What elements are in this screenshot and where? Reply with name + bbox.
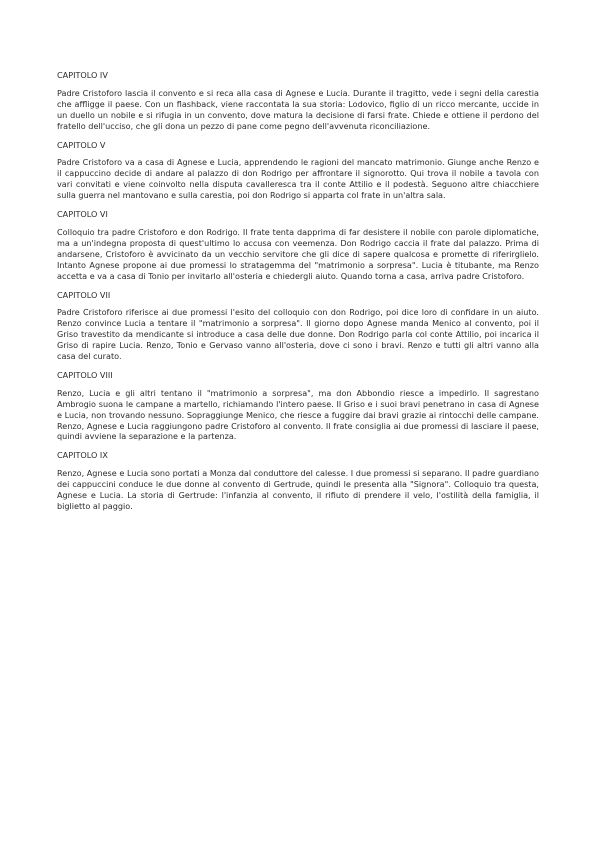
chapter-title: CAPITOLO IX bbox=[57, 450, 108, 461]
chapter-summary: Renzo, Agnese e Lucia sono portati a Monza dal conduttore del calesse. I due promessi si separano. Il padre guardiano dei cappuccini conduce le due donne al convento di Gertrude, quindi le presenta alla "Signora". Colloquio tra questa, Agnese e Lucia. La storia di Gertrude: l'infanzia al convento, il rifiuto di prendere il velo, l'ostilità della famiglia, il biglietto al paggio. bbox=[57, 468, 539, 511]
document-body bbox=[57, 70, 539, 520]
chapter-section bbox=[57, 370, 539, 442]
chapter-summary: Renzo, Lucia e gli altri tentano il "matrimonio a sorpresa", ma don Abbondio riesce a impedirlo. Il sagrestano Ambrogio suona le campane a martello, richiamando l'intero paese. Il Griso e i suoi bravi penetrano in casa di Agnese e Lucia, non trovando nessuno. Sopraggiunge Menico, che riesce a fuggire dai bravi grazie ai rintocchi delle campane. Renzo, Agnese e Lucia raggiungono padre Cristoforo al convento. Il frate consiglia ai due promessi di lasciare il paese, quindi avviene la separazione e la partenza. bbox=[57, 387, 539, 442]
chapter-title: CAPITOLO VII bbox=[57, 289, 111, 300]
chapter-section bbox=[57, 209, 539, 281]
chapter-section bbox=[57, 450, 539, 512]
chapter-title: CAPITOLO VIII bbox=[57, 369, 113, 380]
chapter-summary: Colloquio tra padre Cristoforo e don Rodrigo. Il frate tenta dapprima di far desistere il nobile con parole diplomatiche, ma a un'indegna proposta di quest'ultimo lo accusa con veemenza. Don Rodrigo caccia il frate dal palazzo. Prima di andarsene, Cristoforo è avvicinato da un vecchio servitore che gli dice di sapere qualcosa e promette di riferirglielo. Intanto Agnese propone ai due promessi lo stratagemma del "matrimonio a sorpresa". Lucia è titubante, ma Renzo accetta e va a casa di Tonio per invitarlo all'osteria e chiedergli aiuto. Quando torna a casa, arriva padre Cristoforo. bbox=[57, 226, 539, 281]
chapter-summary: Padre Cristoforo riferisce ai due promessi l'esito del colloquio con don Rodrigo, poi dice loro di confidare in un aiuto. Renzo convince Lucia a tentare il "matrimonio a sorpresa". Il giorno dopo Agnese manda Menico al convento, poi il Griso travestito da mendicante si introduce a casa delle due donne. Don Rodrigo parla col conte Attilio, poi incarica il Griso di rapire Lucia. Renzo, Tonio e Gervaso vanno all'osteria, dove ci sono i bravi. Renzo e tutti gli altri vanno alla casa del curato. bbox=[57, 307, 539, 362]
chapter-summary: Padre Cristoforo va a casa di Agnese e Lucia, apprendendo le ragioni del mancato matrimonio. Giunge anche Renzo e il cappuccino decide di andare al palazzo di don Rodrigo per affrontare il signorotto. Qui trova il nobile a tavola con vari convitati e viene coinvolto nella disputa cavalleresca tra il conte Attilio e il podestà. Seguono altre chiacchiere sulla guerra nel mantovano e sulla carestia, poi don Rodrigo si apparta col frate in un'altra sala. bbox=[57, 157, 539, 201]
chapter-section bbox=[57, 290, 539, 362]
chapter-title: CAPITOLO V bbox=[57, 139, 106, 150]
chapter-section bbox=[57, 140, 539, 202]
chapter-section bbox=[57, 70, 539, 132]
chapter-summary: Padre Cristoforo lascia il convento e si reca alla casa di Agnese e Lucia. Durante il tragitto, vede i segni della carestia che affligge il paese. Con un flashback, viene raccontata la sua storia: Lodovico, figlio di un ricco mercante, uccide in un duello un nobile e si rifugia in un convento, dove matura la decisione di farsi frate. Chiede e ottiene il perdono del fratello dell'ucciso, che gli dona un pezzo di pane come pegno dell'avvenuta riconciliazione. bbox=[57, 87, 539, 131]
chapter-title: CAPITOLO IV bbox=[57, 70, 108, 80]
chapter-title: CAPITOLO VI bbox=[57, 209, 108, 220]
